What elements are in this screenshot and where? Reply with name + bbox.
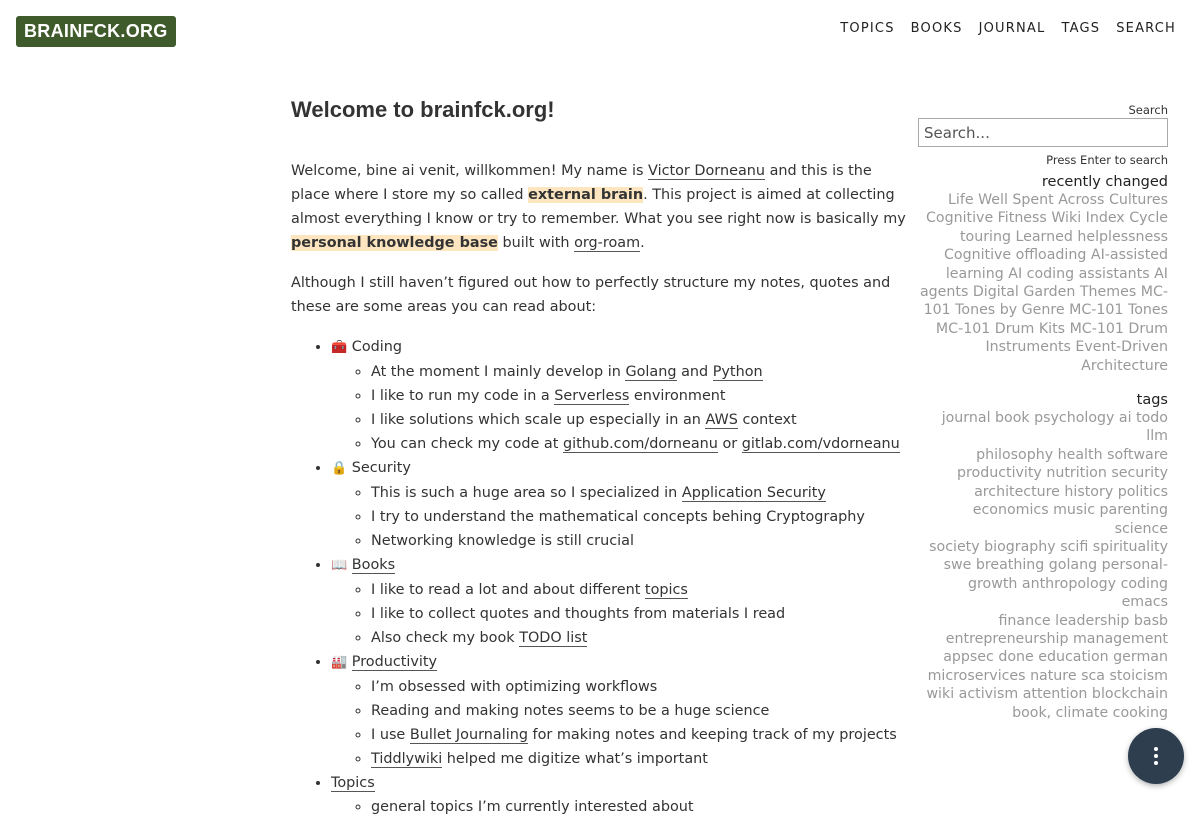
appsec-link[interactable]: Application Security [681,485,826,501]
recent-line[interactable]: Cognitive Fitness Wiki Index Cycle [926,210,1168,227]
coding-label: Coding [351,339,403,355]
productivity-link[interactable]: Productivity [351,654,438,670]
list-item: ◦ I like to collect quotes and thoughts from materials I read [371,602,911,626]
tag-line[interactable]: finance leadership basb [998,612,1168,629]
tag-line[interactable]: journal book psychology ai todo llm [941,410,1168,445]
gitlab-link[interactable]: gitlab.com/vdorneanu [741,436,900,452]
list-item-productivity [331,650,911,771]
tag-line[interactable]: growth anthropology coding emacs [968,575,1168,611]
books-link[interactable]: Books [351,557,396,573]
author-link[interactable]: Victor Dorneanu [648,163,766,179]
search-input[interactable] [918,118,1168,147]
tag-line[interactable]: swe breathing golang personal- [943,557,1168,574]
vertical-dots-icon [1154,747,1158,765]
highlight-personal-knowledge-base: personal knowledge base [291,235,498,251]
main-content [291,92,911,819]
list-item: ◦ I use Bullet Journaling for making notes and keeping track of my projects [371,723,911,747]
menu-fab-button[interactable] [1128,728,1184,784]
search-label: Search [1128,103,1168,117]
sidebar [918,102,1168,722]
list-item: ◦ Tiddlywiki helped me digitize what’s important [371,747,911,771]
tags-list [918,409,1168,722]
recent-line[interactable]: Cognitive offloading AI-assisted [943,247,1168,264]
tag-line[interactable]: productivity nutrition security [957,465,1168,482]
factory-icon: 🏭 [331,655,348,670]
list-item-topics [331,771,911,819]
nav-topics[interactable]: TOPICS [840,21,895,36]
tag-line[interactable]: appsec done education german [943,649,1168,666]
bullet-journaling-link[interactable]: Bullet Journaling [409,727,528,743]
tag-line[interactable]: book, climate cooking [1012,704,1168,721]
page-title: Welcome to brainfck.org! [291,97,555,122]
org-roam-link[interactable]: org-roam [574,235,641,251]
list-item: ◦ Networking knowledge is still crucial [371,529,911,553]
list-item: ◦ At the moment I mainly develop in Golang and Python [371,360,911,384]
recent-line[interactable]: touring Learned helplessness [959,228,1168,245]
recently-changed-heading: recently changed [1041,174,1168,190]
github-link[interactable]: github.com/dorneanu [562,436,718,452]
list-item: ◦ This is such a huge area so I specialized in Application Security [371,481,911,505]
security-label: Security [351,460,411,476]
tag-line[interactable]: society biography scifi spirituality [929,538,1168,555]
tag-line[interactable]: microservices nature sca stoicism [927,667,1168,684]
recent-line[interactable]: MC-101 Drum Kits MC-101 Drum [935,320,1168,337]
recent-line[interactable]: Architecture [1081,357,1168,374]
toolbox-icon: 🧰 [331,340,348,355]
tiddlywiki-link[interactable]: Tiddlywiki [371,751,443,767]
list-item-security [331,456,911,553]
list-item: ◦ I try to understand the mathematical concepts behing Cryptography [371,505,911,529]
serverless-link[interactable]: Serverless [554,388,630,404]
recent-line[interactable]: 101 Tones by Genre MC-101 Tones [923,302,1168,319]
tags-heading: tags [1136,392,1168,409]
golang-link[interactable]: Golang [625,364,677,380]
lock-icon: 🔒 [331,461,348,476]
tag-line[interactable]: wiki activism attention blockchain [926,686,1168,703]
list-item: ◦ I like solutions which scale up especially in an AWS context [371,408,911,432]
list-item: ◦ Reading and making notes seems to be a huge science [371,699,911,723]
topics-link[interactable]: topics [644,582,688,598]
list-item: ◦ I’m obsessed with optimizing workflows [371,675,911,699]
list-item-coding [331,335,911,456]
list-item: ◦ I like to run my code in a Serverless environment [371,384,911,408]
areas-list [291,335,911,819]
todo-list-link[interactable]: TODO list [519,630,588,646]
list-item: ◦ I like to read a lot and about different topics [371,578,911,602]
nav-search[interactable]: SEARCH [1116,21,1176,36]
recent-line[interactable]: Instruments Event-Driven [985,339,1168,356]
nav-books[interactable]: BOOKS [910,21,963,36]
book-icon: 📖 [331,558,348,573]
recent-line[interactable]: Life Well Spent Across Cultures [948,192,1168,208]
topics-section-link[interactable]: Topics [331,775,375,791]
tag-line[interactable]: economics music parenting science [972,502,1168,537]
list-item-books [331,553,911,650]
python-link[interactable]: Python [712,364,763,380]
list-item: ◦ general topics I’m currently interested about [371,795,911,819]
tag-line[interactable]: architecture history politics [974,483,1168,500]
nav-tags[interactable]: TAGS [1061,21,1101,36]
recent-line[interactable]: agents Digital Garden Themes MC- [919,284,1168,301]
tag-line[interactable]: philosophy health software [976,446,1168,463]
aws-link[interactable]: AWS [705,412,738,428]
tag-line[interactable]: entrepreneurship management [945,630,1168,647]
search-hint: Press Enter to search [1046,153,1168,167]
intro-paragraph: Welcome, bine ai venit, willkommen! My name is Victor Dorneanu and this is the place where I store my so called external brain. This project is aimed at collecting almost everything I know or try to remember. What you see right now is basically my personal knowledge base built with org-roam. [291,163,906,251]
list-item: ◦ Also check my book TODO list [371,626,911,650]
recently-changed-list [918,191,1168,375]
top-nav [824,20,1176,37]
areas-paragraph: Although I still haven’t figured out how to perfectly structure my notes, quotes and these are some areas you can read about: [291,275,891,315]
site-logo[interactable]: BRAINFCK.ORG [16,16,176,47]
nav-journal[interactable]: JOURNAL [978,21,1046,36]
highlight-external-brain: external brain [528,187,644,203]
recent-line[interactable]: learning AI coding assistants AI [945,265,1168,282]
list-item: ◦ You can check my code at github.com/dorneanu or gitlab.com/vdorneanu [371,432,911,456]
